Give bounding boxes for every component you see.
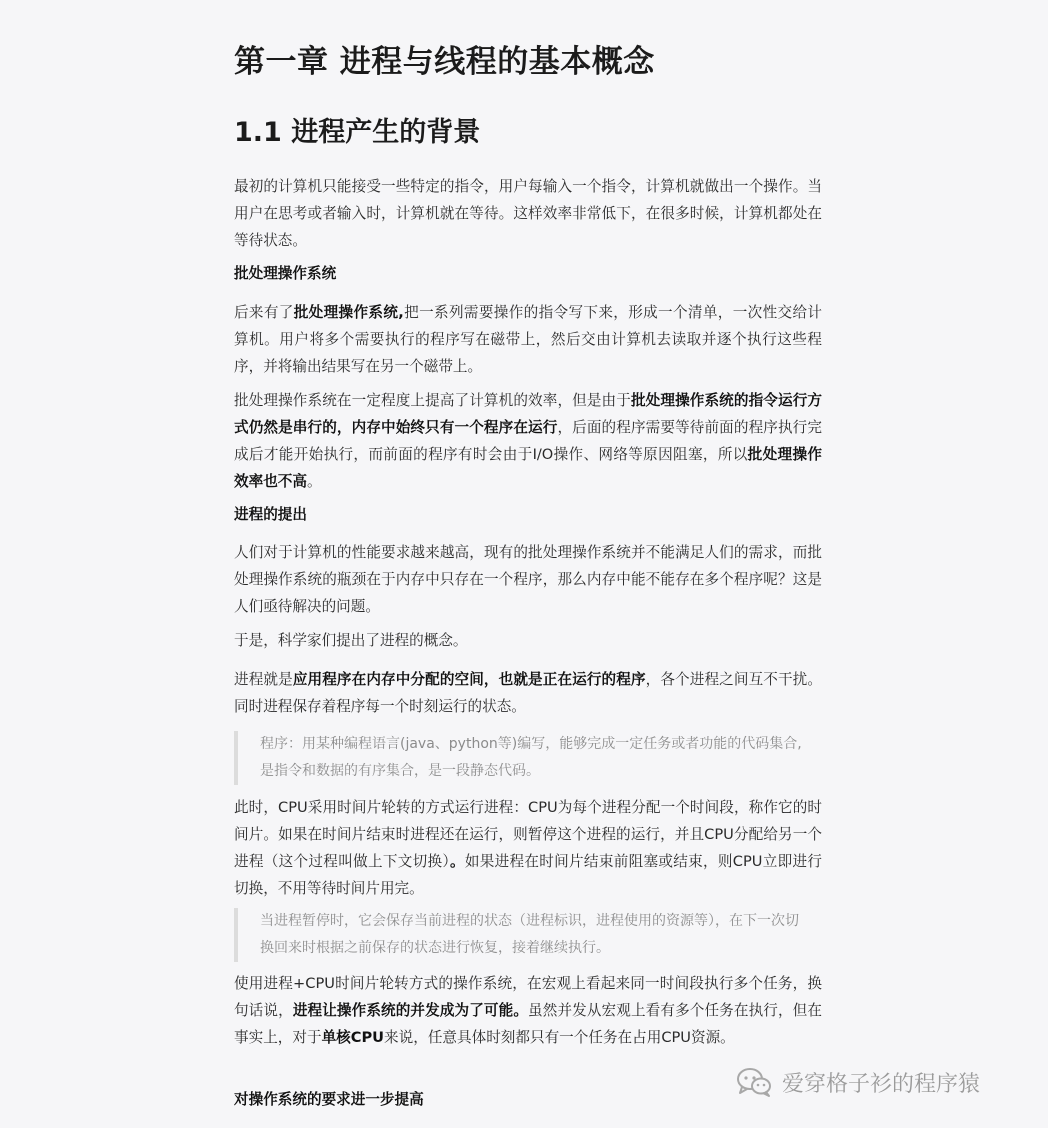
text-run: 把一系列需要操作的指令写下来，形成一个清单，一次性交给计算机。用户将多个需要执行的程序写在磁带上，然后交由计算机去读取并逐个执行这些程序，并将输出结果写在另一个磁带上。: [234, 304, 822, 375]
blockquote-context-switch: 当进程暂停时，它会保存当前进程的状态（进程标识，进程使用的资源等），在下一次切换回来时根据之前保存的状态进行恢复，接着继续执行。: [234, 908, 822, 962]
text-run: ，后面的程序需要等待前面的程序执行完成后才能开始执行，而前面的程序有时会由于I/O操作、网络等原因阻塞，所以: [234, 419, 822, 463]
text-run: 此时，CPU采用时间片轮转的方式运行进程：CPU为每个进程分配一个时间段，称作它的时间片。如果在时间片结束时进程还在运行，则暂停这个进程的运行，并且CPU分配给另一个进程（这个过程叫做上下文切换）: [234, 799, 822, 870]
watermark: [736, 1064, 980, 1100]
section-title: 1.1 进程产生的背景: [234, 117, 481, 148]
paragraph-intro: 最初的计算机只能接受一些特定的指令，用户每输入一个指令，计算机就做出一个操作。当用户在思考或者输入时，计算机就在等待。这样效率非常低下，在很多时候，计算机都处在等待状态。: [234, 178, 822, 249]
text-run: 进程就是: [234, 671, 293, 688]
text-run: 。: [306, 473, 322, 490]
chapter-title: 第一章 进程与线程的基本概念: [234, 44, 655, 80]
text-run: ，各个进程之间互不干扰。同时进程保存着程序每一个时刻运行的状态。: [234, 671, 822, 715]
text-run: 如果进程在时间片结束前阻塞或结束，则CPU立即进行切换，不用等待时间片用完。: [234, 853, 822, 897]
text-run: 批处理操作系统在一定程度上提高了计算机的效率，但是由于: [234, 392, 631, 409]
text-run: 后来有了: [234, 304, 294, 321]
wechat-icon: [736, 1067, 772, 1097]
bold-run: 批处理操作系统,: [293, 304, 404, 321]
bold-run: 应用程序在内存中分配的空间，也就是正在运行的程序: [292, 671, 646, 688]
bold-run: 。: [449, 853, 465, 870]
heading-os-demands: 对操作系统的要求进一步提高: [234, 1091, 424, 1108]
paragraph-concurrency: [234, 970, 822, 1051]
paragraph-batch-efficiency: [234, 387, 822, 495]
bold-run: 单核CPU: [321, 1029, 385, 1046]
bold-run: 进程让操作系统的并发成为了可能。: [292, 1002, 529, 1019]
bold-run: 批处理操作效率也不高: [234, 446, 822, 490]
bold-run: 批处理操作系统的指令运行方式仍然是串行的，内存中始终只有一个程序在运行: [234, 392, 822, 436]
paragraph-batch-os: [234, 299, 822, 380]
paragraph-performance: 人们对于计算机的性能要求越来越高，现有的批处理操作系统并不能满足人们的需求，而批处理操作系统的瓶颈在于内存中只存在一个程序，那么内存中能不能存在多个程序呢？这是人们亟待解决的问题。: [234, 544, 822, 615]
heading-batch-os: 批处理操作系统: [234, 265, 337, 282]
paragraph-time-slice: [234, 794, 822, 902]
paragraph-scientists: 于是，科学家们提出了进程的概念。: [234, 632, 468, 649]
text-run: 来说，任意具体时刻都只有一个任务在占用CPU资源。: [384, 1029, 735, 1046]
text-run: 虽然并发从宏观上看有多个任务在执行，但在事实上，对于: [234, 1002, 822, 1046]
text-run: 使用进程+CPU时间片轮转方式的操作系统，在宏观上看起来同一时间段执行多个任务，换句话说，: [234, 975, 822, 1019]
watermark-text: 爱穿格子衫的程序猿: [782, 1071, 981, 1097]
heading-process-proposal: 进程的提出: [234, 506, 307, 523]
blockquote-program: 程序：用某种编程语言(java、python等)编写，能够完成一定任务或者功能的代码集合,是指令和数据的有序集合，是一段静态代码。: [234, 731, 822, 785]
paragraph-process-definition: [234, 666, 822, 720]
